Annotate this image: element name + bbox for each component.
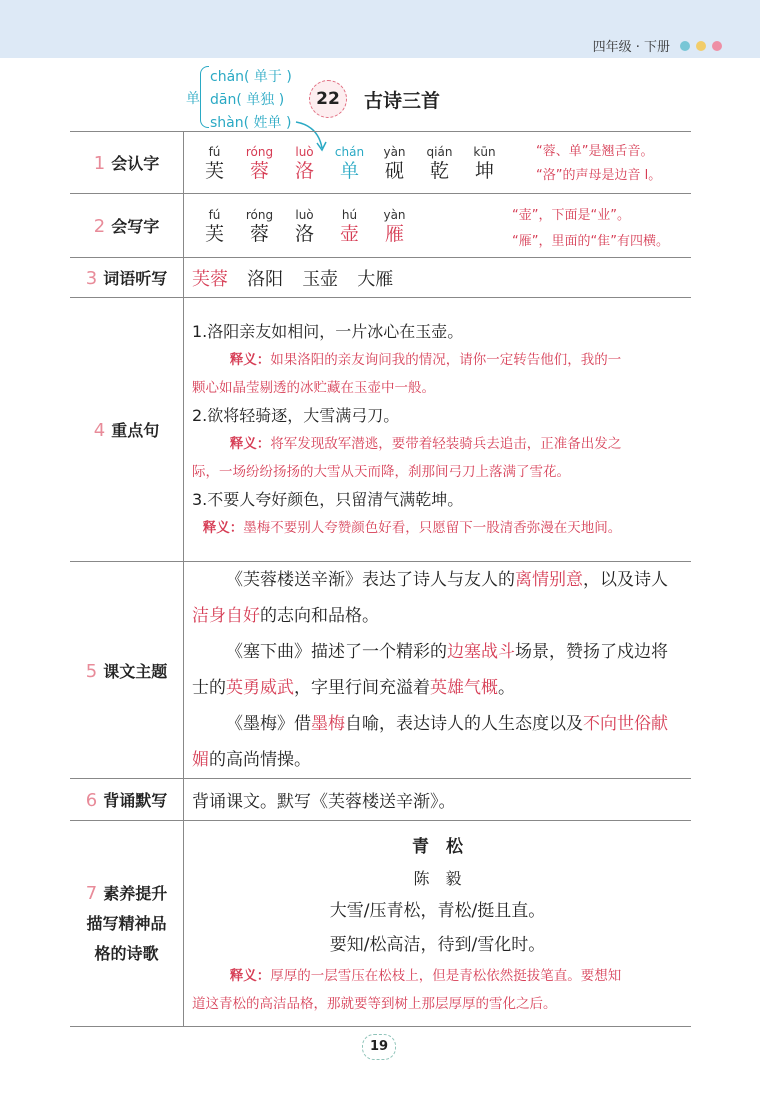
- row-theme: [70, 562, 691, 779]
- row-content: [184, 821, 692, 1027]
- theme-paragraph-1: 《芙蓉楼送辛渐》表达了诗人与友人的离情别意，以及诗人洁身自好的志向和品格。: [192, 570, 668, 626]
- row-number: 1: [93, 153, 106, 174]
- note-2: “洛”的声母是边音 l。: [536, 168, 662, 183]
- row-label: [70, 298, 184, 562]
- note-1: “蓉、单”是翘舌音。: [536, 144, 654, 159]
- poem-explanation: 释义：厚厚的一层雪压在松枝上，但是青松依然挺拔笔直。要想知: [229, 967, 622, 984]
- sentence-1: 1.洛阳亲友如相问，一片冰心在玉壶。: [192, 321, 464, 341]
- row-title: 重点句: [111, 421, 160, 440]
- poem-author: 陈 毅: [413, 868, 462, 888]
- row-number: 3: [85, 268, 98, 289]
- explanation-3: 释义：墨梅不要别人夸赞颜色好看，只愿留下一股清香弥漫在天地间。: [202, 519, 622, 536]
- row-dictation: [70, 258, 691, 298]
- word-item: 芙蓉: [192, 268, 228, 290]
- theme-paragraph-3: 《墨梅》借墨梅自喻，表达诗人的人生态度以及不向世俗献媚的高尚情操。: [192, 714, 668, 770]
- row-label: [70, 132, 184, 194]
- lesson-title: 古诗三首: [364, 90, 441, 112]
- row-subtitle-2: 格的诗歌: [94, 943, 159, 963]
- pronunciation-2: dān( 单独 ): [210, 92, 285, 108]
- char-item: róng 蓉: [245, 144, 274, 182]
- explanation-1b: 颗心如晶莹剔透的冰贮藏在玉壶中一般。: [192, 379, 435, 396]
- row-label: [70, 194, 184, 258]
- pronunciation-3: shàn( 姓单 ): [210, 115, 292, 131]
- poem-line-2: 要知/松高洁，待到/雪化时。: [329, 934, 546, 955]
- row-recite: [70, 779, 691, 821]
- row-content: 背诵课文。默写《芙蓉楼送辛渐》。: [184, 779, 692, 821]
- char-item: yàn 雁: [383, 207, 406, 245]
- grade-label: 四年级 · 下册: [592, 40, 670, 55]
- char-item: fú 芙: [204, 144, 224, 182]
- summary-table: [70, 131, 691, 1027]
- char-item: fú 芙: [204, 207, 224, 245]
- sentence-2: 2.欲将轻骑逐，大雪满弓刀。: [192, 405, 400, 425]
- row-key-sentences: [70, 298, 691, 562]
- char-item: chán 单: [334, 144, 365, 182]
- row-number: 4: [93, 420, 106, 441]
- row-label: [70, 821, 184, 1027]
- theme-paragraph-2: 《塞下曲》描述了一个精彩的边塞战斗场景，赞扬了戍边将士的英勇威武，字里行间充溢着英雄气概。: [192, 642, 668, 698]
- row-subtitle-1: 描写精神品: [86, 913, 167, 933]
- char-item: hú 壶: [339, 207, 359, 245]
- char-item: luò 洛: [294, 207, 314, 245]
- row-recognize: [70, 132, 691, 194]
- note-2: “雁”，里面的“隹”有四横。: [512, 234, 669, 249]
- word-item: 洛阳: [247, 268, 284, 290]
- row-content: [184, 562, 692, 779]
- row-title: 词语听写: [103, 269, 168, 288]
- pronunciation-1: chán( 单于 ): [210, 69, 292, 85]
- row-label: [70, 258, 184, 298]
- row-content: [184, 258, 692, 298]
- row-number: 2: [93, 216, 106, 237]
- sentence-3: 3.不要人夸好颜色，只留清气满乾坤。: [192, 489, 464, 509]
- char-item: kūn 坤: [473, 144, 496, 182]
- char-item: róng 蓉: [245, 207, 274, 245]
- row-label: [70, 779, 184, 821]
- word-item: 玉壶: [302, 268, 339, 290]
- row-title: 课文主题: [103, 661, 168, 681]
- row-title: 会认字: [111, 154, 160, 173]
- row-title: 会写字: [111, 217, 160, 236]
- row-content: [184, 132, 692, 194]
- word-item: 大雁: [357, 268, 394, 290]
- row-content: [184, 194, 692, 258]
- row-extend: [70, 821, 691, 1027]
- explanation-1: 释义：如果洛阳的亲友询问我的情况，请你一定转告他们，我的一: [229, 351, 622, 368]
- row-title: 素养提升: [103, 883, 168, 903]
- explanation-2: 释义：将军发现敌军潜逃，要带着轻装骑兵去追击，正准备出发之: [229, 435, 622, 452]
- note-1: “壶”，下面是“业”。: [512, 208, 630, 223]
- row-number: 5: [85, 660, 98, 682]
- row-number: 7: [85, 882, 98, 904]
- page-number: 19: [362, 1034, 396, 1060]
- polyphone-char: 单: [186, 91, 200, 107]
- char-item: yàn 砚: [383, 144, 406, 182]
- poem-title: 青 松: [412, 836, 463, 857]
- explanation-2b: 际，一场纷纷扬扬的大雪从天而降，刹那间弓刀上落满了雪花。: [192, 463, 570, 480]
- row-number: 6: [85, 790, 98, 811]
- char-item: qián 乾: [426, 144, 453, 182]
- row-content: [184, 298, 692, 562]
- row-write: [70, 194, 691, 258]
- char-item: luò 洛: [294, 144, 314, 182]
- poem-explanation-b: 道这青松的高洁品格，那就要等到树上那层厚厚的雪化之后。: [192, 995, 557, 1012]
- poem-line-1: 大雪/压青松，青松/挺且直。: [329, 900, 546, 921]
- row-label: [70, 562, 184, 779]
- lesson-number: 22: [309, 80, 347, 118]
- row-title: 背诵默写: [103, 791, 168, 810]
